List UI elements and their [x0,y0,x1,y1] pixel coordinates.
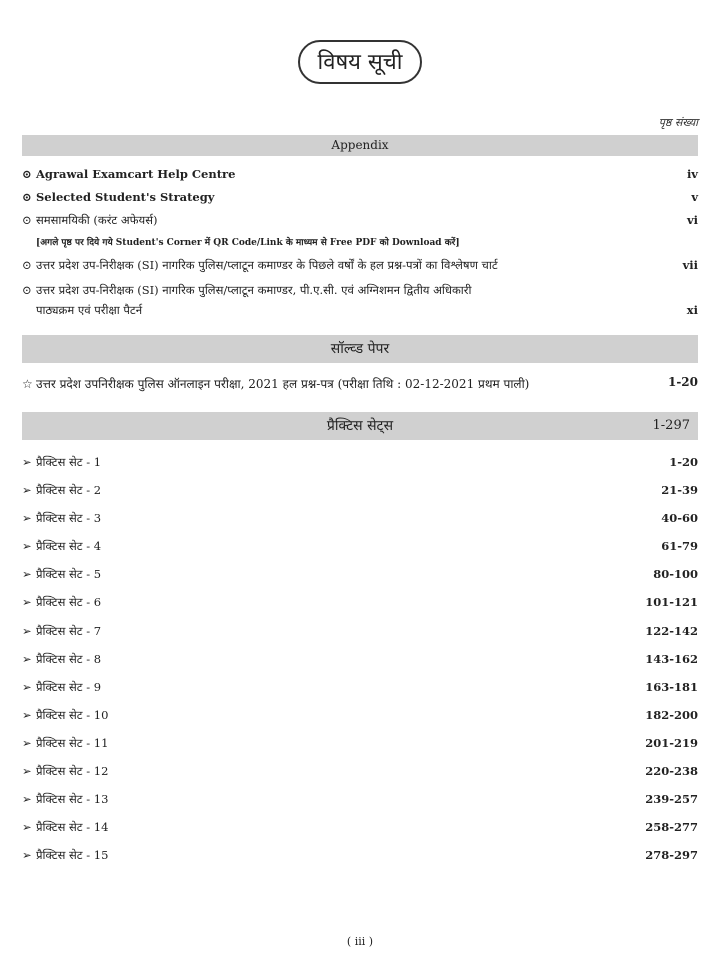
arrow-bullet-icon: ➢ [22,511,32,526]
arrow-bullet-icon: ➢ [22,707,32,722]
circle-dot-icon: ⊙ [22,283,32,297]
practice-set-page: 61-79 [661,539,698,554]
practice-set-item[interactable] [22,539,698,567]
practice-set-label: प्रैक्टिस सेट - 3 [36,511,102,526]
practice-set-item[interactable] [22,792,698,820]
arrow-bullet-icon: ➢ [22,820,32,835]
practice-set-item[interactable] [22,764,698,792]
circle-dot-icon: ⊙ [22,190,32,204]
practice-set-label: प्रैक्टिस सेट - 6 [36,595,102,610]
arrow-bullet-icon: ➢ [22,764,32,779]
page-number-heading: पृष्ठ संख्या [658,116,698,129]
appendix-note: [अगले पृष्ठ पर दिये गये Student's Corner में QR Code/Link के माध्यम से Free PDF को Download करें] [36,238,460,248]
practice-set-item[interactable] [22,455,698,483]
practice-set-page: 122-142 [645,623,698,638]
appendix-item-page: v [691,190,698,204]
practice-set-label: प्रैक्टिस सेट - 15 [36,848,109,863]
practice-set-label: प्रैक्टिस सेट - 2 [36,483,102,498]
practice-set-label: प्रैक्टिस सेट - 8 [36,651,102,666]
practice-set-item[interactable] [22,820,698,848]
practice-set-label: प्रैक्टिस सेट - 10 [36,707,109,722]
practice-heading-bar [22,412,698,440]
arrow-bullet-icon: ➢ [22,735,32,750]
practice-set-item[interactable] [22,708,698,736]
arrow-bullet-icon: ➢ [22,567,32,582]
arrow-bullet-icon: ➢ [22,455,32,469]
title-container [0,40,720,84]
practice-set-page: 1-20 [669,455,698,469]
appendix-item-label-line2: पाठ्यक्रम एवं परीक्षा पैटर्न [36,303,143,317]
practice-set-item[interactable] [22,595,698,623]
arrow-bullet-icon: ➢ [22,848,32,863]
appendix-heading-bar [22,135,698,156]
practice-set-label: प्रैक्टिस सेट - 9 [36,679,102,694]
practice-set-item[interactable] [22,848,698,876]
appendix-item-label: उत्तर प्रदेश उप-निरीक्षक (SI) नागरिक पुलिस/प्लाटून कमाण्डर, पी.ए.सी. एवं अग्निशमन द्वितीय अधिकारी [36,283,472,297]
practice-set-item[interactable] [22,652,698,680]
appendix-item-page: xi [686,303,698,317]
solved-heading-bar [22,335,698,363]
practice-set-page: 40-60 [661,511,698,526]
practice-set-item[interactable] [22,680,698,708]
practice-set-page: 220-238 [645,764,698,779]
practice-set-item[interactable] [22,483,698,511]
practice-set-page: 101-121 [645,595,698,610]
arrow-bullet-icon: ➢ [22,483,32,498]
arrow-bullet-icon: ➢ [22,679,32,694]
practice-set-page: 278-297 [645,848,698,863]
appendix-item-label: Selected Student's Strategy [36,190,215,204]
practice-set-page: 163-181 [645,679,698,694]
practice-heading: प्रैक्टिस सेट्स [326,418,394,434]
practice-set-page: 258-277 [645,820,698,835]
appendix-item-page: vi [686,213,698,227]
arrow-bullet-icon: ➢ [22,595,32,610]
arrow-bullet-icon: ➢ [22,651,32,666]
practice-set-page: 21-39 [661,483,698,498]
circle-dot-icon: ⊙ [22,258,32,272]
appendix-item-page: vii [682,258,698,272]
practice-set-item[interactable] [22,624,698,652]
arrow-bullet-icon: ➢ [22,539,32,554]
circle-dot-icon: ⊙ [22,167,32,181]
arrow-bullet-icon: ➢ [22,623,32,638]
page-footer-number: ( iii ) [346,935,374,948]
practice-set-label: प्रैक्टिस सेट - 14 [36,820,109,835]
practice-set-label: प्रैक्टिस सेट - 13 [36,792,109,807]
circle-dot-icon: ⊙ [22,213,32,227]
page-title: विषय सूची [298,40,423,84]
practice-set-page: 201-219 [645,735,698,750]
solved-paper-page: 1-20 [667,375,698,389]
practice-set-item[interactable] [22,736,698,764]
practice-set-item[interactable] [22,567,698,595]
solved-heading: सॉल्व्ड पेपर [330,341,390,357]
practice-set-label: प्रैक्टिस सेट - 1 [36,455,102,469]
practice-range: 1-297 [652,418,690,433]
practice-set-page: 80-100 [653,567,698,582]
appendix-item[interactable] [22,283,698,319]
appendix-item-label: उत्तर प्रदेश उप-निरीक्षक (SI) नागरिक पुलिस/प्लाटून कमाण्डर के पिछले वर्षों के हल प्रश्न-पत्रों का विश्लेषण चार्ट [36,258,498,272]
arrow-bullet-icon: ➢ [22,792,32,807]
practice-set-label: प्रैक्टिस सेट - 7 [36,623,102,638]
practice-set-page: 239-257 [645,792,698,807]
practice-set-label: प्रैक्टिस सेट - 4 [36,539,102,554]
practice-set-list [22,455,698,876]
practice-set-page: 143-162 [645,651,698,666]
practice-set-page: 182-200 [645,707,698,722]
appendix-item-label: Agrawal Examcart Help Centre [36,167,236,181]
practice-set-label: प्रैक्टिस सेट - 5 [36,567,102,582]
star-icon: ☆ [22,377,33,391]
appendix-heading: Appendix [331,138,389,152]
practice-set-label: प्रैक्टिस सेट - 12 [36,764,109,779]
appendix-item-label: समसामयिकी (करंट अफेयर्स) [36,213,158,227]
solved-paper-label: उत्तर प्रदेश उपनिरीक्षक पुलिस ऑनलाइन परीक्षा, 2021 हल प्रश्न-पत्र (परीक्षा तिथि : 02-12-2021 प्रथम पाली) [36,377,530,391]
practice-set-label: प्रैक्टिस सेट - 11 [36,735,109,750]
appendix-item-page: iv [686,167,698,181]
practice-set-item[interactable] [22,511,698,539]
